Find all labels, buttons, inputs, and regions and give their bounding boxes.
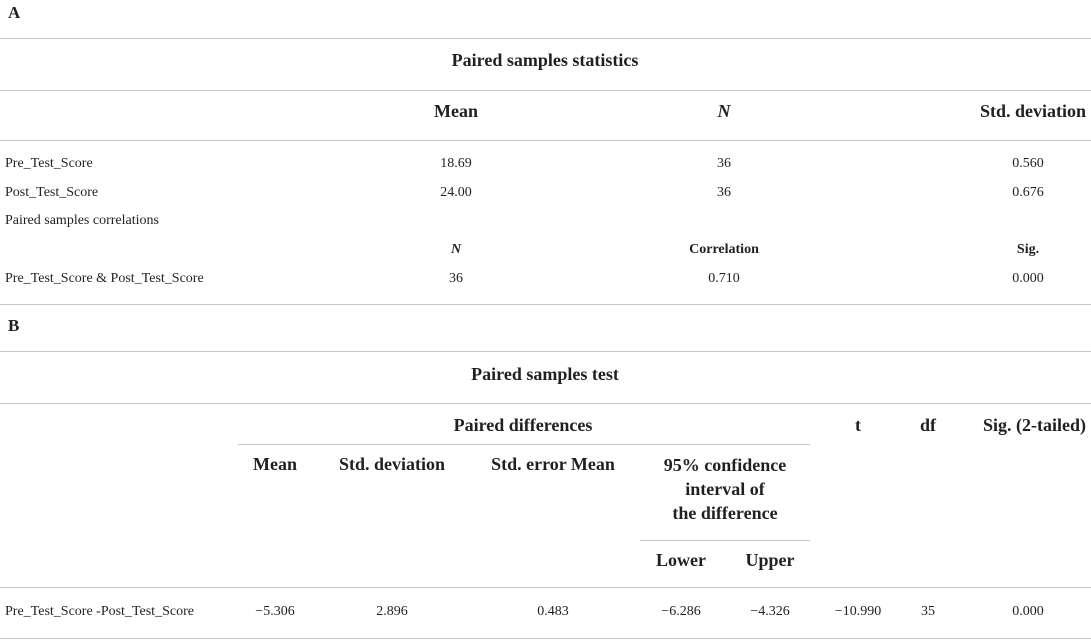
row-n: 36: [449, 271, 463, 286]
row-mean: 18.69: [440, 156, 472, 171]
row-label: Pre_Test_Score -Post_Test_Score: [5, 604, 194, 619]
row-sig: 0.000: [1012, 271, 1044, 286]
header-upper: Upper: [745, 550, 795, 570]
header-confidence-interval: [664, 453, 786, 525]
divider: [0, 140, 1091, 141]
row-n: 36: [717, 156, 731, 171]
row-mean: −5.306: [255, 604, 295, 619]
row-label: Post_Test_Score: [5, 185, 99, 200]
ci-line-3: the difference: [672, 503, 778, 523]
corr-header-correlation: Correlation: [689, 242, 759, 257]
section-b-title: Paired samples test: [471, 364, 619, 384]
row-se: 0.483: [537, 604, 569, 619]
correlations-title: Paired samples correlations: [5, 213, 159, 228]
header-t: t: [855, 415, 861, 435]
header-std-deviation: Std. deviation: [979, 101, 1086, 121]
row-std: 0.676: [1012, 185, 1044, 200]
divider: [0, 403, 1091, 404]
corr-header-sig: Sig.: [1016, 242, 1040, 257]
row-label: Pre_Test_Score: [5, 156, 93, 171]
row-lower: −6.286: [661, 604, 701, 619]
row-df: 35: [921, 604, 935, 619]
row-t: −10.990: [834, 604, 882, 619]
row-sig: 0.000: [1012, 604, 1044, 619]
header-mean: Mean: [253, 454, 297, 474]
row-correlation: 0.710: [708, 271, 740, 286]
header-std-deviation: Std. deviation: [338, 454, 446, 474]
corr-header-n: N: [450, 242, 462, 257]
header-std-error-mean: Std. error Mean: [491, 454, 615, 474]
header-lower: Lower: [656, 550, 706, 570]
divider: [0, 90, 1091, 91]
row-mean: 24.00: [440, 185, 472, 200]
section-b-label: B: [8, 316, 20, 335]
header-paired-differences: Paired differences: [453, 415, 593, 435]
header-sig-2-tailed: Sig. (2-tailed): [983, 415, 1086, 435]
row-label: Pre_Test_Score & Post_Test_Score: [5, 271, 204, 286]
section-a-title: Paired samples statistics: [451, 50, 639, 70]
divider: [0, 638, 1091, 639]
row-std: 0.560: [1012, 156, 1044, 171]
header-df: df: [919, 415, 937, 435]
divider: [0, 304, 1091, 305]
row-upper: −4.326: [750, 604, 790, 619]
divider: [0, 351, 1091, 352]
divider: [640, 540, 810, 541]
divider: [0, 587, 1091, 588]
ci-line-1: 95% confidence: [663, 455, 787, 475]
ci-line-2: interval of: [685, 479, 765, 499]
divider: [238, 444, 810, 445]
divider: [0, 38, 1091, 39]
header-mean: Mean: [434, 101, 478, 121]
header-n: N: [717, 101, 731, 121]
section-a-label: A: [8, 3, 21, 22]
row-std: 2.896: [376, 604, 408, 619]
row-n: 36: [717, 185, 731, 200]
